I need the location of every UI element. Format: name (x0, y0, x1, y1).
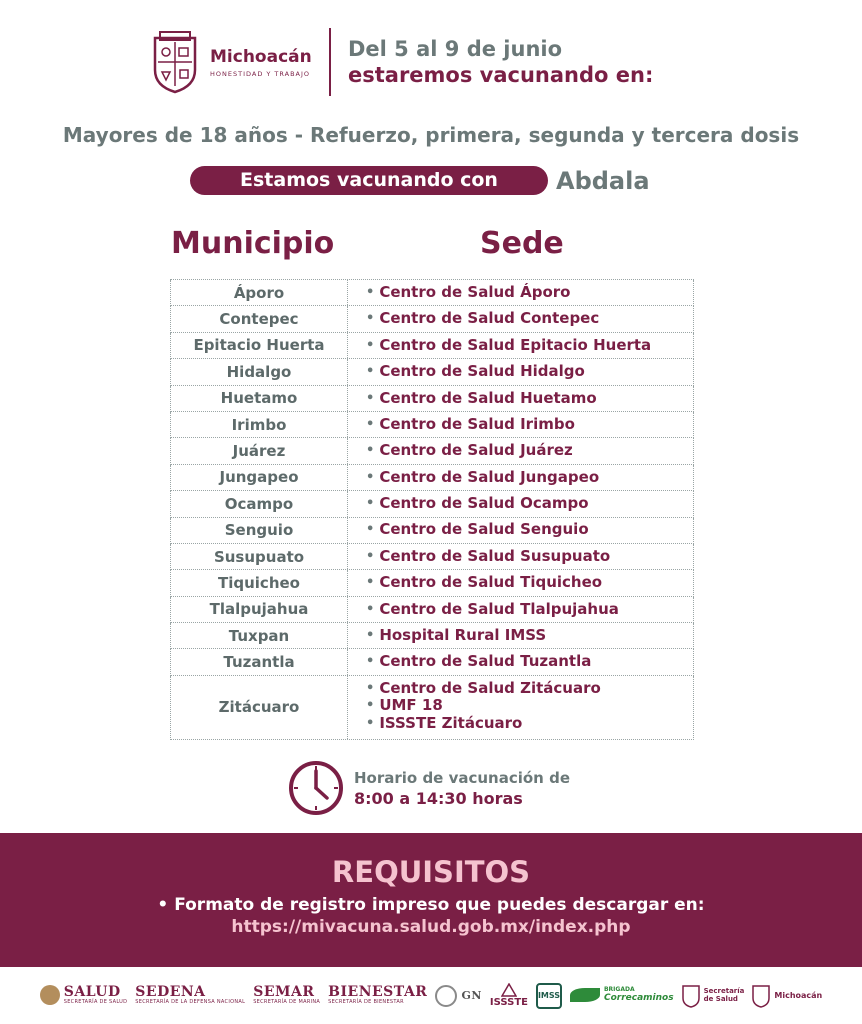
municipio-cell: Tuxpan (171, 623, 348, 648)
michoacan-logo (152, 30, 312, 94)
michoacan-footer-logo (752, 984, 822, 1008)
table-row (170, 676, 694, 740)
sede-cell (348, 570, 693, 595)
table-row (170, 491, 694, 517)
table-row (170, 518, 694, 544)
sede-name: Centro de Salud Jungapeo (379, 467, 600, 486)
sede-cell (348, 412, 693, 437)
audience-heading: Mayores de 18 años - Refuerzo, primera, segunda y tercera dosis (62, 123, 800, 147)
sede-line (366, 653, 591, 671)
sede-line (366, 521, 589, 539)
municipio-cell: Epitacio Huerta (171, 333, 348, 358)
sedena-text: SEDENA (135, 984, 206, 1001)
bullet-icon: • (366, 364, 375, 380)
municipio-cell: Irimbo (171, 412, 348, 437)
sede-cell (348, 386, 693, 411)
sede-name: Centro de Salud Senguio (379, 520, 589, 539)
sede-cell (348, 280, 693, 305)
municipio-heading: Municipio (171, 226, 335, 261)
sedena-logo (135, 985, 245, 1006)
semar-text: SEMAR (253, 984, 315, 1001)
bullet-icon: • (366, 284, 375, 300)
issste-text: ISSSTE (489, 997, 528, 1008)
sede-cell (348, 544, 693, 569)
gn-text: GN (461, 989, 482, 1002)
sede-name: Centro de Salud Huetamo (379, 388, 597, 407)
table-row (170, 359, 694, 385)
municipio-cell: Hidalgo (171, 359, 348, 384)
table-row (170, 333, 694, 359)
bullet-icon: • (366, 575, 375, 591)
sede-cell (348, 333, 693, 358)
issste-icon (501, 983, 517, 997)
sede-line (366, 601, 619, 619)
table-row (170, 306, 694, 332)
clock-icon (288, 760, 344, 816)
salud-subtext: SECRETARÍA DE SALUD (63, 999, 128, 1006)
municipio-cell: Contepec (171, 306, 348, 331)
sede-heading: Sede (480, 226, 564, 261)
brigada-text: BRIGADA (603, 986, 635, 994)
michoacan-footer-text: Michoacán (774, 991, 823, 1000)
sede-name: Centro de Salud Hidalgo (379, 362, 585, 381)
bienestar-text: BIENESTAR (328, 984, 428, 1001)
sede-cell (348, 438, 693, 463)
gn-seal-icon (435, 985, 457, 1007)
roadrunner-icon (570, 988, 600, 1002)
bienestar-logo (328, 985, 427, 1006)
sede-name: Centro de Salud Contepec (379, 309, 600, 328)
sede-line (366, 337, 651, 355)
requirements-title: REQUISITOS (331, 855, 531, 889)
sites-table (170, 279, 694, 740)
schedule (288, 760, 570, 816)
requirements-url[interactable]: https://mivacuna.salud.gob.mx/index.php (231, 917, 631, 937)
vaccine-row (190, 166, 650, 195)
table-row (170, 649, 694, 675)
coat-of-arms-icon (152, 30, 198, 94)
table-row (170, 386, 694, 412)
brand-name: Michoacán (210, 46, 312, 67)
requirements-item: • Formato de registro impreso que puedes descargar en: (157, 895, 705, 915)
municipio-cell: Juárez (171, 438, 348, 463)
sede-line (366, 715, 693, 733)
sede-line (366, 680, 693, 698)
secretaria-text: Secretaría (703, 986, 745, 995)
bullet-icon: • (366, 601, 375, 617)
correcaminos-logo (570, 987, 674, 1003)
sede-line (366, 363, 585, 381)
sede-line (366, 574, 602, 592)
sede-name: Centro de Salud Zitácuaro (379, 678, 601, 697)
salud-logo (40, 985, 128, 1006)
sede-name: Centro de Salud Tuzantla (379, 652, 592, 671)
sede-line (366, 469, 599, 487)
imss-logo: IMSS (536, 983, 562, 1009)
sede-cell (348, 623, 693, 648)
bullet-icon: • (366, 443, 375, 459)
sede-line (366, 548, 610, 566)
sede-line (366, 284, 570, 302)
secretaria-salud-logo (682, 984, 745, 1008)
sede-cell (348, 676, 693, 739)
sede-line (366, 310, 599, 328)
sede-cell (348, 359, 693, 384)
gn-logo (435, 985, 481, 1007)
bullet-icon: • (366, 680, 375, 696)
requirements-panel (0, 833, 862, 967)
sede-name: Centro de Salud Tiquicheo (379, 573, 603, 592)
sede-cell (348, 597, 693, 622)
sede-line (366, 416, 575, 434)
shield-icon (682, 984, 700, 1008)
header (0, 0, 862, 110)
sede-line (366, 442, 573, 460)
sede-name: Centro de Salud Áporo (379, 282, 571, 301)
table-row (170, 438, 694, 464)
sede-cell (348, 491, 693, 516)
municipio-cell: Zitácuaro (171, 676, 348, 739)
bullet-icon: • (366, 390, 375, 406)
sede-name: Centro de Salud Susupuato (379, 546, 611, 565)
bullet-icon: • (366, 496, 375, 512)
sede-line (366, 627, 546, 645)
bullet-icon: • (366, 469, 375, 485)
table-row (170, 280, 694, 306)
sede-line (366, 495, 589, 513)
eagle-seal-icon (40, 985, 60, 1005)
sede-line (366, 390, 597, 408)
municipio-cell: Jungapeo (171, 465, 348, 490)
schedule-hours: 8:00 a 14:30 horas (354, 788, 523, 808)
table-row (170, 465, 694, 491)
dates-subline: estaremos vacunando en: (348, 63, 654, 87)
footer-logos (0, 967, 862, 1024)
salud-text: SALUD (63, 984, 121, 1001)
sede-name: Hospital Rural IMSS (379, 626, 547, 645)
sede-name: Centro de Salud Ocampo (379, 494, 589, 513)
sede-cell (348, 306, 693, 331)
municipio-cell: Áporo (171, 280, 348, 305)
table-row (170, 623, 694, 649)
table-row (170, 570, 694, 596)
semar-logo (253, 985, 320, 1006)
sede-cell (348, 518, 693, 543)
sede-cell (348, 649, 693, 674)
table-row (170, 412, 694, 438)
municipio-cell: Huetamo (171, 386, 348, 411)
bienestar-subtext: SECRETARÍA DE BIENESTAR (328, 999, 404, 1006)
sede-name: Centro de Salud Tlalpujahua (379, 599, 619, 618)
issste-logo (490, 983, 528, 1008)
bullet-icon: • (366, 311, 375, 327)
sede-cell (348, 465, 693, 490)
bullet-icon: • (366, 548, 375, 564)
municipio-cell: Tiquicheo (171, 570, 348, 595)
vaccine-pill: Estamos vacunando con (190, 166, 548, 195)
municipio-cell: Susupuato (171, 544, 348, 569)
sede-line (366, 697, 693, 715)
bullet-icon: • (366, 698, 375, 714)
sede-name: Centro de Salud Epitacio Huerta (379, 335, 652, 354)
municipio-cell: Tuzantla (171, 649, 348, 674)
schedule-label: Horario de vacunación de (354, 768, 570, 787)
bullet-icon: • (366, 628, 375, 644)
shield-icon (752, 984, 770, 1008)
table-row (170, 544, 694, 570)
sedena-subtext: SECRETARÍA DE LA DEFENSA NACIONAL (135, 999, 246, 1006)
bullet-icon: • (366, 337, 375, 353)
bullet-icon: • (366, 715, 375, 731)
bullet-icon: • (366, 522, 375, 538)
semar-subtext: SECRETARÍA DE MARINA (253, 999, 321, 1006)
brand-tagline: HONESTIDAD Y TRABAJO (210, 69, 311, 78)
correcaminos-text: Correcaminos (603, 992, 674, 1003)
dates-line: Del 5 al 9 de junio (348, 37, 563, 61)
header-divider (329, 28, 331, 96)
municipio-cell: Tlalpujahua (171, 597, 348, 622)
bullet-icon: • (366, 654, 375, 670)
table-row (170, 597, 694, 623)
municipio-cell: Senguio (171, 518, 348, 543)
vaccine-name: Abdala (556, 166, 650, 195)
de-salud-text: de Salud (703, 994, 738, 1003)
sede-name: Centro de Salud Juárez (379, 441, 573, 460)
sede-name: Centro de Salud Irimbo (379, 414, 575, 433)
municipio-cell: Ocampo (171, 491, 348, 516)
sede-name: UMF 18 (379, 696, 443, 715)
sede-name: ISSSTE Zitácuaro (379, 713, 523, 732)
bullet-icon: • (366, 416, 375, 432)
